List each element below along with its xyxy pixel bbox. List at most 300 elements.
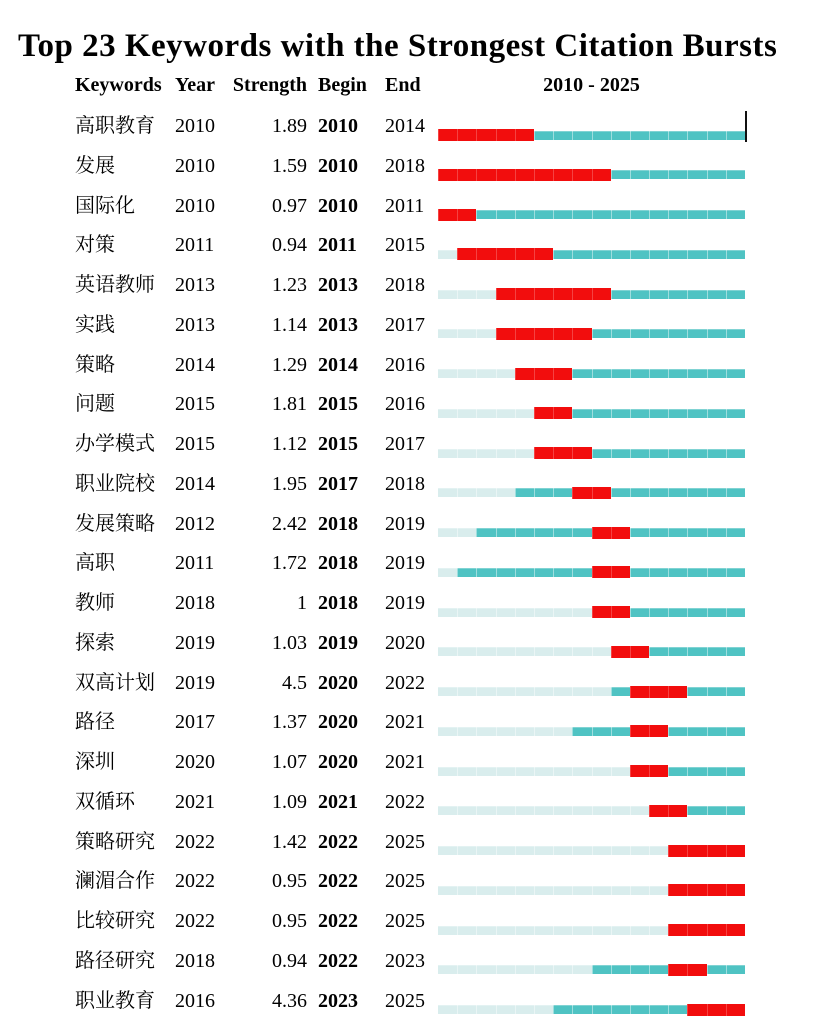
timeline-segment-2023 <box>687 608 706 617</box>
begin-year-value: 2023 <box>307 990 385 1012</box>
timeline-segment-2016 <box>553 608 572 617</box>
timeline-segment-2010 <box>438 250 457 259</box>
timeline-segment-2018 <box>592 131 611 140</box>
timeline-segment-2014 <box>515 608 534 617</box>
timeline-segment-2017 <box>572 288 591 300</box>
timeline-segment-2014 <box>515 210 534 219</box>
strength-value: 4.5 <box>220 672 307 694</box>
timeline-segment-2015 <box>534 965 553 974</box>
keyword-label: 问题 <box>75 393 175 415</box>
keyword-label: 英语教师 <box>75 274 175 296</box>
timeline-segment-2017 <box>572 210 591 219</box>
timeline-segment-2018 <box>592 767 611 776</box>
end-year-value: 2011 <box>385 195 438 217</box>
timeline-bar-cell <box>438 393 745 419</box>
timeline-segment-2011 <box>457 767 476 776</box>
timeline-segment-2023 <box>687 210 706 219</box>
timeline-segment-2014 <box>515 449 534 458</box>
timeline-segment-2015 <box>534 447 553 459</box>
timeline-segment-2024 <box>707 608 726 617</box>
timeline-segment-2013 <box>496 210 515 219</box>
timeline-segment-2015 <box>534 647 553 656</box>
timeline-segment-2017 <box>572 250 591 259</box>
timeline-segment-2023 <box>687 449 706 458</box>
timeline-segment-2012 <box>476 926 495 935</box>
timeline-segment-2016 <box>553 407 572 419</box>
timeline-segment-2016 <box>553 687 572 696</box>
timeline-segment-2020 <box>630 926 649 935</box>
year-value: 2012 <box>175 513 220 535</box>
timeline-segment-2019 <box>611 527 630 539</box>
timeline-segment-2012 <box>476 449 495 458</box>
timeline-segment-2010 <box>438 568 457 577</box>
timeline-segment-2017 <box>572 131 591 140</box>
timeline-segment-2012 <box>476 767 495 776</box>
burst-table-row <box>0 791 830 831</box>
timeline-segment-2013 <box>496 767 515 776</box>
timeline-segment-2012 <box>476 248 495 260</box>
timeline-segment-2018 <box>592 369 611 378</box>
timeline-bar-cell <box>438 831 745 857</box>
timeline-segment-2019 <box>611 290 630 299</box>
timeline-segment-2014 <box>515 926 534 935</box>
timeline-segment-2020 <box>630 210 649 219</box>
year-value: 2022 <box>175 910 220 932</box>
year-value: 2017 <box>175 711 220 733</box>
year-value: 2022 <box>175 870 220 892</box>
year-value: 2010 <box>175 155 220 177</box>
timeline-segment-2020 <box>630 488 649 497</box>
timeline-bar-cell <box>438 990 745 1016</box>
timeline-segment-2013 <box>496 687 515 696</box>
timeline-segment-2013 <box>496 409 515 418</box>
keyword-label: 路径研究 <box>75 950 175 972</box>
timeline-segment-2013 <box>496 727 515 736</box>
timeline-segment-2020 <box>630 329 649 338</box>
timeline-segment-2021 <box>649 131 668 140</box>
timeline-segment-2020 <box>630 608 649 617</box>
burst-table-row <box>0 234 830 274</box>
timeline-segment-2010 <box>438 806 457 815</box>
end-year-value: 2018 <box>385 155 438 177</box>
text-cursor-artifact <box>745 111 747 142</box>
timeline-segment-2014 <box>515 528 534 537</box>
timeline-segment-2018 <box>592 210 611 219</box>
timeline-segment-2016 <box>553 965 572 974</box>
keyword-label: 发展 <box>75 155 175 177</box>
timeline-segment-2022 <box>668 250 687 259</box>
strength-value: 1.42 <box>220 831 307 853</box>
timeline-segment-2019 <box>611 488 630 497</box>
timeline-segment-2020 <box>630 846 649 855</box>
timeline-segment-2019 <box>611 886 630 895</box>
timeline-segment-2023 <box>687 568 706 577</box>
timeline-segment-2014 <box>515 806 534 815</box>
column-header-strength: Strength <box>220 74 307 96</box>
timeline-segment-2023 <box>687 964 706 976</box>
timeline-segment-2021 <box>649 965 668 974</box>
timeline-segment-2022 <box>668 727 687 736</box>
timeline-segment-2015 <box>534 727 553 736</box>
timeline-segment-2023 <box>687 1004 706 1016</box>
burst-table-row <box>0 393 830 433</box>
timeline-segment-2025 <box>726 170 745 179</box>
burst-timeline-bar <box>438 288 745 300</box>
burst-timeline-bar <box>438 646 745 658</box>
timeline-segment-2015 <box>534 846 553 855</box>
timeline-segment-2019 <box>611 409 630 418</box>
timeline-segment-2012 <box>476 647 495 656</box>
timeline-segment-2021 <box>649 725 668 737</box>
timeline-segment-2021 <box>649 528 668 537</box>
timeline-segment-2014 <box>515 409 534 418</box>
timeline-segment-2011 <box>457 1005 476 1014</box>
timeline-segment-2015 <box>534 288 553 300</box>
timeline-segment-2010 <box>438 1005 457 1014</box>
timeline-segment-2021 <box>649 647 668 656</box>
begin-year-value: 2018 <box>307 552 385 574</box>
timeline-segment-2011 <box>457 329 476 338</box>
timeline-segment-2022 <box>668 369 687 378</box>
timeline-segment-2018 <box>592 965 611 974</box>
timeline-segment-2020 <box>630 528 649 537</box>
timeline-segment-2011 <box>457 369 476 378</box>
timeline-segment-2015 <box>534 1005 553 1014</box>
strength-value: 1.14 <box>220 314 307 336</box>
timeline-segment-2023 <box>687 884 706 896</box>
timeline-bar-cell <box>438 433 745 459</box>
timeline-segment-2015 <box>534 368 553 380</box>
end-year-value: 2019 <box>385 592 438 614</box>
strength-value: 1.95 <box>220 473 307 495</box>
timeline-segment-2019 <box>611 926 630 935</box>
timeline-bar-cell <box>438 672 745 698</box>
timeline-segment-2015 <box>534 886 553 895</box>
timeline-segment-2010 <box>438 329 457 338</box>
timeline-segment-2023 <box>687 250 706 259</box>
timeline-segment-2022 <box>668 805 687 817</box>
keyword-label: 策略研究 <box>75 831 175 853</box>
timeline-segment-2018 <box>592 169 611 181</box>
burst-timeline-bar <box>438 527 745 539</box>
timeline-segment-2013 <box>496 328 515 340</box>
timeline-bar-cell <box>438 870 745 896</box>
timeline-segment-2014 <box>515 568 534 577</box>
timeline-segment-2019 <box>611 329 630 338</box>
timeline-segment-2016 <box>553 886 572 895</box>
timeline-segment-2022 <box>668 686 687 698</box>
timeline-segment-2017 <box>572 487 591 499</box>
timeline-segment-2022 <box>668 329 687 338</box>
timeline-segment-2010 <box>438 647 457 656</box>
keyword-label: 策略 <box>75 354 175 376</box>
timeline-segment-2010 <box>438 409 457 418</box>
timeline-segment-2017 <box>572 328 591 340</box>
timeline-segment-2020 <box>630 449 649 458</box>
keyword-label: 职业院校 <box>75 473 175 495</box>
timeline-segment-2010 <box>438 528 457 537</box>
timeline-segment-2011 <box>457 568 476 577</box>
year-value: 2021 <box>175 791 220 813</box>
timeline-bar-cell <box>438 592 745 618</box>
timeline-segment-2020 <box>630 965 649 974</box>
timeline-segment-2018 <box>592 926 611 935</box>
timeline-segment-2017 <box>572 886 591 895</box>
begin-year-value: 2017 <box>307 473 385 495</box>
burst-table-row <box>0 870 830 910</box>
year-value: 2013 <box>175 274 220 296</box>
timeline-segment-2014 <box>515 727 534 736</box>
end-year-value: 2015 <box>385 234 438 256</box>
timeline-segment-2019 <box>611 449 630 458</box>
timeline-segment-2013 <box>496 369 515 378</box>
timeline-segment-2015 <box>534 568 553 577</box>
timeline-segment-2016 <box>553 727 572 736</box>
begin-year-value: 2010 <box>307 195 385 217</box>
timeline-segment-2011 <box>457 647 476 656</box>
year-value: 2018 <box>175 950 220 972</box>
timeline-segment-2016 <box>553 288 572 300</box>
timeline-segment-2024 <box>707 647 726 656</box>
timeline-segment-2012 <box>476 169 495 181</box>
timeline-segment-2025 <box>726 210 745 219</box>
timeline-segment-2017 <box>572 965 591 974</box>
timeline-segment-2025 <box>726 924 745 936</box>
timeline-segment-2020 <box>630 131 649 140</box>
timeline-segment-2010 <box>438 886 457 895</box>
timeline-segment-2013 <box>496 886 515 895</box>
timeline-segment-2019 <box>611 210 630 219</box>
timeline-bar-cell <box>438 513 745 539</box>
timeline-segment-2012 <box>476 806 495 815</box>
keyword-label: 办学模式 <box>75 433 175 455</box>
timeline-segment-2018 <box>592 288 611 300</box>
timeline-segment-2013 <box>496 806 515 815</box>
timeline-segment-2024 <box>707 924 726 936</box>
timeline-segment-2013 <box>496 647 515 656</box>
keyword-label: 探索 <box>75 632 175 654</box>
keyword-label: 路径 <box>75 711 175 733</box>
timeline-segment-2017 <box>572 169 591 181</box>
timeline-segment-2024 <box>707 290 726 299</box>
timeline-segment-2025 <box>726 806 745 815</box>
timeline-segment-2024 <box>707 965 726 974</box>
timeline-segment-2017 <box>572 1005 591 1014</box>
timeline-segment-2024 <box>707 170 726 179</box>
keyword-label: 深圳 <box>75 751 175 773</box>
timeline-segment-2018 <box>592 1005 611 1014</box>
burst-table-row <box>0 990 830 1029</box>
keyword-label: 高职 <box>75 552 175 574</box>
timeline-segment-2011 <box>457 169 476 181</box>
burst-table-row <box>0 592 830 632</box>
timeline-segment-2023 <box>687 845 706 857</box>
year-value: 2018 <box>175 592 220 614</box>
timeline-segment-2022 <box>668 210 687 219</box>
timeline-segment-2025 <box>726 687 745 696</box>
timeline-segment-2010 <box>438 767 457 776</box>
keyword-label: 比较研究 <box>75 910 175 932</box>
timeline-segment-2016 <box>553 210 572 219</box>
timeline-segment-2012 <box>476 886 495 895</box>
timeline-segment-2020 <box>630 250 649 259</box>
strength-value: 1.81 <box>220 393 307 415</box>
timeline-segment-2020 <box>630 686 649 698</box>
column-header-timeline-range: 2010 - 2025 <box>438 74 745 96</box>
timeline-segment-2022 <box>668 845 687 857</box>
timeline-segment-2020 <box>630 170 649 179</box>
timeline-segment-2021 <box>649 170 668 179</box>
column-header-end: End <box>385 74 438 96</box>
end-year-value: 2025 <box>385 870 438 892</box>
timeline-segment-2012 <box>476 608 495 617</box>
timeline-segment-2016 <box>553 568 572 577</box>
burst-timeline-bar <box>438 407 745 419</box>
timeline-segment-2018 <box>592 886 611 895</box>
burst-timeline-bar <box>438 368 745 380</box>
begin-year-value: 2010 <box>307 115 385 137</box>
timeline-segment-2019 <box>611 1005 630 1014</box>
timeline-segment-2018 <box>592 727 611 736</box>
timeline-segment-2025 <box>726 767 745 776</box>
timeline-segment-2016 <box>553 368 572 380</box>
timeline-segment-2017 <box>572 926 591 935</box>
end-year-value: 2025 <box>385 910 438 932</box>
timeline-segment-2019 <box>611 369 630 378</box>
timeline-segment-2010 <box>438 290 457 299</box>
end-year-value: 2014 <box>385 115 438 137</box>
timeline-segment-2024 <box>707 131 726 140</box>
end-year-value: 2020 <box>385 632 438 654</box>
strength-value: 4.36 <box>220 990 307 1012</box>
timeline-segment-2024 <box>707 1004 726 1016</box>
year-value: 2011 <box>175 234 220 256</box>
timeline-segment-2011 <box>457 129 476 141</box>
timeline-bar-cell <box>438 195 745 221</box>
timeline-segment-2025 <box>726 290 745 299</box>
timeline-segment-2024 <box>707 687 726 696</box>
timeline-segment-2022 <box>668 924 687 936</box>
timeline-segment-2020 <box>630 369 649 378</box>
timeline-segment-2015 <box>534 926 553 935</box>
timeline-segment-2010 <box>438 608 457 617</box>
timeline-segment-2012 <box>476 329 495 338</box>
timeline-segment-2012 <box>476 687 495 696</box>
timeline-segment-2021 <box>649 805 668 817</box>
burst-table-row <box>0 155 830 195</box>
timeline-segment-2016 <box>553 447 572 459</box>
timeline-segment-2025 <box>726 884 745 896</box>
burst-timeline-bar <box>438 487 745 499</box>
timeline-segment-2024 <box>707 488 726 497</box>
end-year-value: 2023 <box>385 950 438 972</box>
keyword-label: 国际化 <box>75 195 175 217</box>
timeline-segment-2017 <box>572 687 591 696</box>
year-value: 2016 <box>175 990 220 1012</box>
begin-year-value: 2014 <box>307 354 385 376</box>
timeline-segment-2023 <box>687 767 706 776</box>
strength-value: 2.42 <box>220 513 307 535</box>
timeline-segment-2021 <box>649 846 668 855</box>
timeline-segment-2013 <box>496 449 515 458</box>
timeline-segment-2018 <box>592 527 611 539</box>
timeline-segment-2019 <box>611 606 630 618</box>
timeline-segment-2011 <box>457 608 476 617</box>
timeline-bar-cell <box>438 910 745 936</box>
timeline-segment-2012 <box>476 488 495 497</box>
keyword-label: 高职教育 <box>75 115 175 137</box>
timeline-bar-cell <box>438 632 745 658</box>
timeline-segment-2021 <box>649 329 668 338</box>
burst-timeline-bar <box>438 964 745 976</box>
timeline-segment-2019 <box>611 687 630 696</box>
timeline-segment-2016 <box>553 250 572 259</box>
timeline-segment-2022 <box>668 884 687 896</box>
timeline-segment-2013 <box>496 926 515 935</box>
timeline-segment-2021 <box>649 765 668 777</box>
timeline-segment-2019 <box>611 727 630 736</box>
timeline-segment-2010 <box>438 449 457 458</box>
timeline-segment-2025 <box>726 1004 745 1016</box>
timeline-segment-2011 <box>457 290 476 299</box>
timeline-segment-2011 <box>457 846 476 855</box>
timeline-segment-2023 <box>687 329 706 338</box>
burst-table-row <box>0 473 830 513</box>
timeline-segment-2024 <box>707 449 726 458</box>
year-value: 2020 <box>175 751 220 773</box>
timeline-segment-2018 <box>592 687 611 696</box>
burst-table-row <box>0 274 830 314</box>
keyword-label: 双高计划 <box>75 672 175 694</box>
timeline-segment-2017 <box>572 727 591 736</box>
timeline-segment-2019 <box>611 646 630 658</box>
timeline-segment-2015 <box>534 328 553 340</box>
timeline-segment-2015 <box>534 131 553 140</box>
timeline-segment-2023 <box>687 647 706 656</box>
timeline-segment-2011 <box>457 727 476 736</box>
burst-timeline-bar <box>438 924 745 936</box>
burst-table-row <box>0 314 830 354</box>
timeline-segment-2022 <box>668 170 687 179</box>
burst-table-row <box>0 950 830 990</box>
timeline-segment-2018 <box>592 449 611 458</box>
timeline-segment-2023 <box>687 924 706 936</box>
timeline-segment-2015 <box>534 169 553 181</box>
timeline-segment-2012 <box>476 1005 495 1014</box>
end-year-value: 2018 <box>385 473 438 495</box>
timeline-segment-2014 <box>515 687 534 696</box>
timeline-segment-2014 <box>515 846 534 855</box>
strength-value: 1 <box>220 592 307 614</box>
timeline-segment-2015 <box>534 687 553 696</box>
timeline-segment-2018 <box>592 250 611 259</box>
timeline-segment-2021 <box>649 686 668 698</box>
timeline-segment-2011 <box>457 886 476 895</box>
timeline-segment-2019 <box>611 131 630 140</box>
timeline-segment-2019 <box>611 170 630 179</box>
year-value: 2022 <box>175 831 220 853</box>
timeline-segment-2014 <box>515 328 534 340</box>
timeline-segment-2022 <box>668 290 687 299</box>
timeline-segment-2025 <box>726 965 745 974</box>
timeline-segment-2020 <box>630 568 649 577</box>
burst-timeline-bar <box>438 686 745 698</box>
timeline-segment-2021 <box>649 409 668 418</box>
timeline-segment-2025 <box>726 488 745 497</box>
timeline-segment-2016 <box>553 528 572 537</box>
timeline-segment-2024 <box>707 727 726 736</box>
timeline-segment-2021 <box>649 290 668 299</box>
